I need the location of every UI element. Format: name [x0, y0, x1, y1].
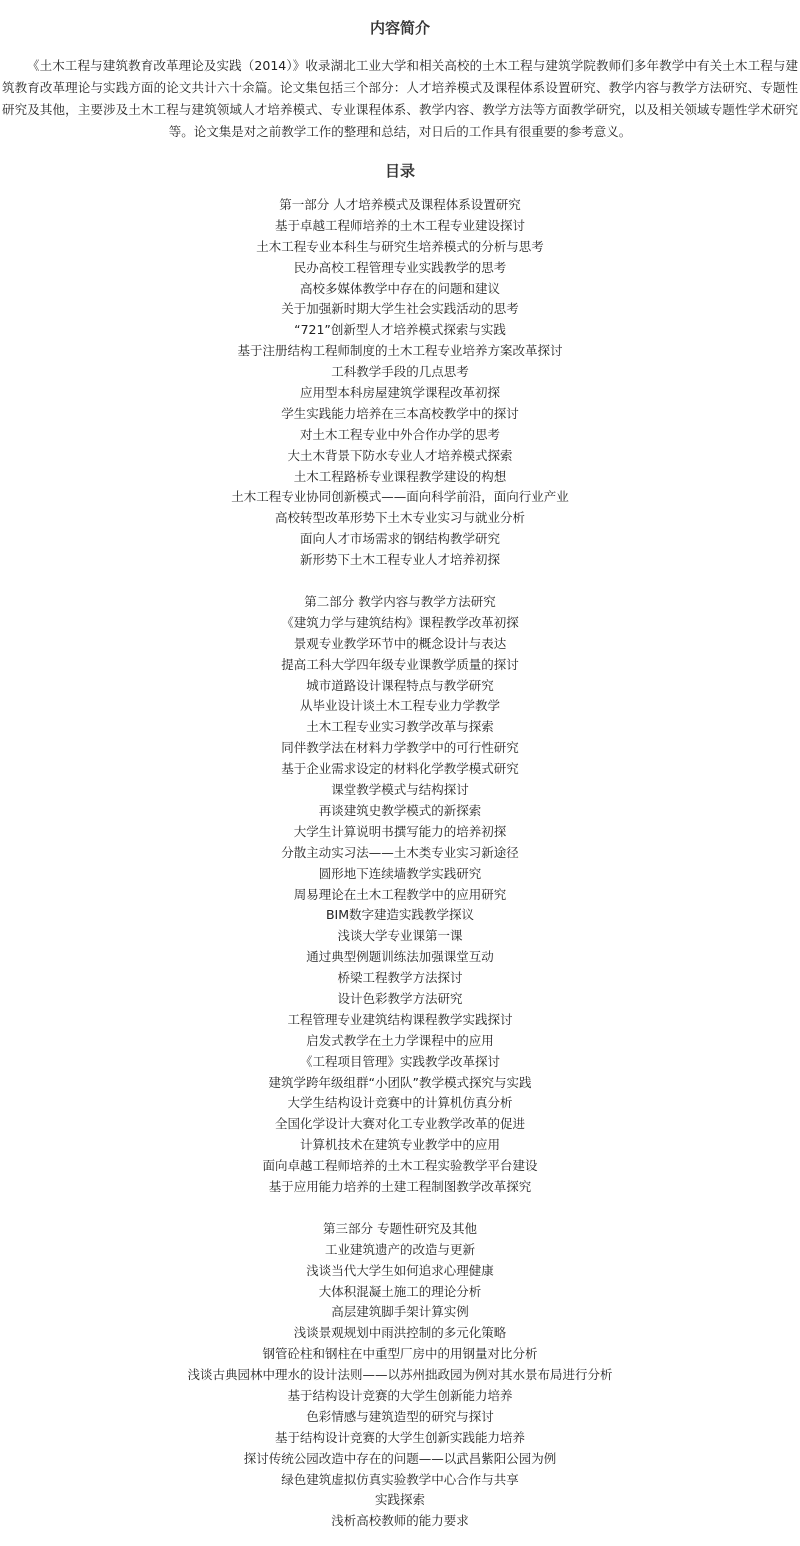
toc-item: 浅谈景观规划中雨洪控制的多元化策略 [293, 1325, 507, 1341]
toc-part-title: 第三部分 专题性研究及其他 [323, 1220, 477, 1236]
toc-item: 高校多媒体教学中存在的问题和建议 [299, 280, 500, 296]
toc-item: 大学生结构设计竞赛中的计算机仿真分析 [287, 1095, 513, 1111]
toc-item: 民办高校工程管理专业实践教学的思考 [293, 259, 507, 275]
toc-item: 基于结构设计竞赛的大学生创新能力培养 [287, 1387, 513, 1403]
toc-part-title: 第二部分 教学内容与教学方法研究 [304, 594, 496, 610]
toc-item: 探讨传统公园改造中存在的问题——以武昌紫阳公园为例 [243, 1450, 557, 1466]
toc-item: 土木工程专业本科生与研究生培养模式的分析与思考 [256, 238, 544, 254]
toc-item: 课堂教学模式与结构探讨 [331, 782, 469, 798]
intro-paragraph: 《土木工程与建筑教育改革理论及实践（2014）》收录湖北工业大学和相关高校的土木工程与建筑学院教师们多年教学中有关土木工程与建筑教育改革理论与实践方面的论文共计六十余篇。论文集包括三个部分：人才培养模式及课程体系设置研究、教学内容与教学方法研究、专题性研究及其他，主要涉及土木工程与建筑领域人才培养模式、专业课程体系、教学内容、教学方法等方面教学研究，以及相关领域专题性学术研究等。论文集是对之前教学工作的整理和总结，对日后的工作具有很重要的参考意义。 [2, 58, 798, 139]
toc-item: 钢管砼柱和钢柱在中重型厂房中的用钢量对比分析 [262, 1346, 538, 1362]
toc-item: 分散主动实习法——土木类专业实习新途径 [281, 844, 519, 860]
toc-item: 大学生计算说明书撰写能力的培养初探 [293, 823, 507, 839]
toc-item: 面向人才市场需求的钢结构教学研究 [299, 531, 500, 547]
toc-item: 高层建筑脚手架计算实例 [331, 1304, 469, 1320]
toc-item: 启发式教学在土力学课程中的应用 [306, 1032, 494, 1048]
toc-item: 土木工程专业协同创新模式——面向科学前沿，面向行业产业 [231, 489, 569, 505]
toc-item: 浅析高校教师的能力要求 [331, 1513, 469, 1529]
toc-item: 提高工科大学四年级专业课教学质量的探讨 [281, 656, 519, 672]
toc-item: 建筑学跨年级组群“小团队”教学模式探究与实践 [268, 1074, 532, 1090]
toc-item: 工业建筑遗产的改造与更新 [324, 1241, 475, 1257]
toc-item: BIM数字建造实践教学探议 [325, 907, 475, 923]
toc-item: 实践探索 [374, 1492, 425, 1508]
toc-item: 周易理论在土木工程教学中的应用研究 [293, 886, 507, 902]
toc-item: 土木工程专业实习教学改革与探索 [306, 719, 494, 735]
toc-item: 圆形地下连续墙教学实践研究 [318, 865, 482, 881]
toc-item: 浅谈当代大学生如何追求心理健康 [306, 1262, 494, 1278]
toc-item: 应用型本科房屋建筑学课程改革初探 [299, 385, 500, 401]
toc-part-3 [0, 1219, 800, 1532]
toc-item: 《建筑力学与建筑结构》课程教学改革初探 [281, 614, 519, 630]
toc-item: 工程管理专业建筑结构课程教学实践探讨 [287, 1011, 513, 1027]
toc-item: 计算机技术在建筑专业教学中的应用 [299, 1137, 500, 1153]
toc-item: 工科教学手段的几点思考 [331, 364, 469, 380]
toc-item: 浅谈大学专业课第一课 [337, 928, 463, 944]
toc-item: 浅谈古典园林中理水的设计法则——以苏州拙政园为例对其水景布局进行分析 [187, 1367, 613, 1383]
toc-part-title: 第一部分 人才培养模式及课程体系设置研究 [279, 197, 521, 212]
toc-item: 基于应用能力培养的土建工程制图教学改革探究 [268, 1178, 532, 1194]
toc-item: 学生实践能力培养在三本高校教学中的探讨 [281, 405, 519, 421]
toc-heading: 目录 [384, 162, 415, 180]
toc-item: 基于企业需求设定的材料化学教学模式研究 [281, 761, 519, 777]
toc-item: 大土木背景下防水专业人才培养模式探索 [287, 447, 513, 463]
toc-item: 全国化学设计大赛对化工专业教学改革的促进 [274, 1116, 525, 1132]
toc-item: “721”创新型人才培养模式探索与实践 [294, 322, 506, 338]
toc-item: 城市道路设计课程特点与教学研究 [306, 677, 494, 693]
toc-item: 景观专业教学环节中的概念设计与表达 [293, 635, 507, 651]
intro-heading: 内容简介 [369, 19, 430, 37]
table-of-contents [0, 195, 800, 1532]
toc-item: 再谈建筑史教学模式的新探索 [318, 802, 482, 818]
toc-item: 设计色彩教学方法研究 [337, 990, 463, 1006]
toc-item: 基于卓越工程师培养的土木工程专业建设探讨 [274, 217, 525, 233]
toc-item: 从毕业设计谈土木工程专业力学教学 [299, 698, 500, 714]
toc-item: 大体积混凝土施工的理论分析 [318, 1283, 482, 1299]
toc-item: 新形势下土木工程专业人才培养初探 [299, 552, 500, 568]
toc-item: 高校转型改革形势下土木专业实习与就业分析 [274, 510, 525, 526]
toc-item: 土木工程路桥专业课程教学建设的构想 [293, 468, 507, 484]
toc-item: 对土木工程专业中外合作办学的思考 [299, 426, 500, 442]
toc-item: 色彩情感与建筑造型的研究与探讨 [306, 1408, 494, 1424]
toc-part-1 [0, 195, 800, 571]
toc-item: 同伴教学法在材料力学教学中的可行性研究 [281, 740, 519, 756]
toc-item: 通过典型例题训练法加强课堂互动 [306, 949, 494, 965]
toc-item: 关于加强新时期大学生社会实践活动的思考 [281, 301, 519, 317]
toc-item: 《工程项目管理》实践教学改革探讨 [299, 1053, 500, 1069]
toc-item: 面向卓越工程师培养的土木工程实验教学平台建设 [262, 1158, 538, 1174]
toc-part-2 [0, 592, 800, 1198]
toc-item: 桥梁工程教学方法探讨 [337, 970, 463, 986]
toc-item: 绿色建筑虚拟仿真实验教学中心合作与共享 [281, 1471, 519, 1487]
toc-item: 基于结构设计竞赛的大学生创新实践能力培养 [274, 1429, 525, 1445]
toc-item: 基于注册结构工程师制度的土木工程专业培养方案改革探讨 [237, 343, 563, 359]
